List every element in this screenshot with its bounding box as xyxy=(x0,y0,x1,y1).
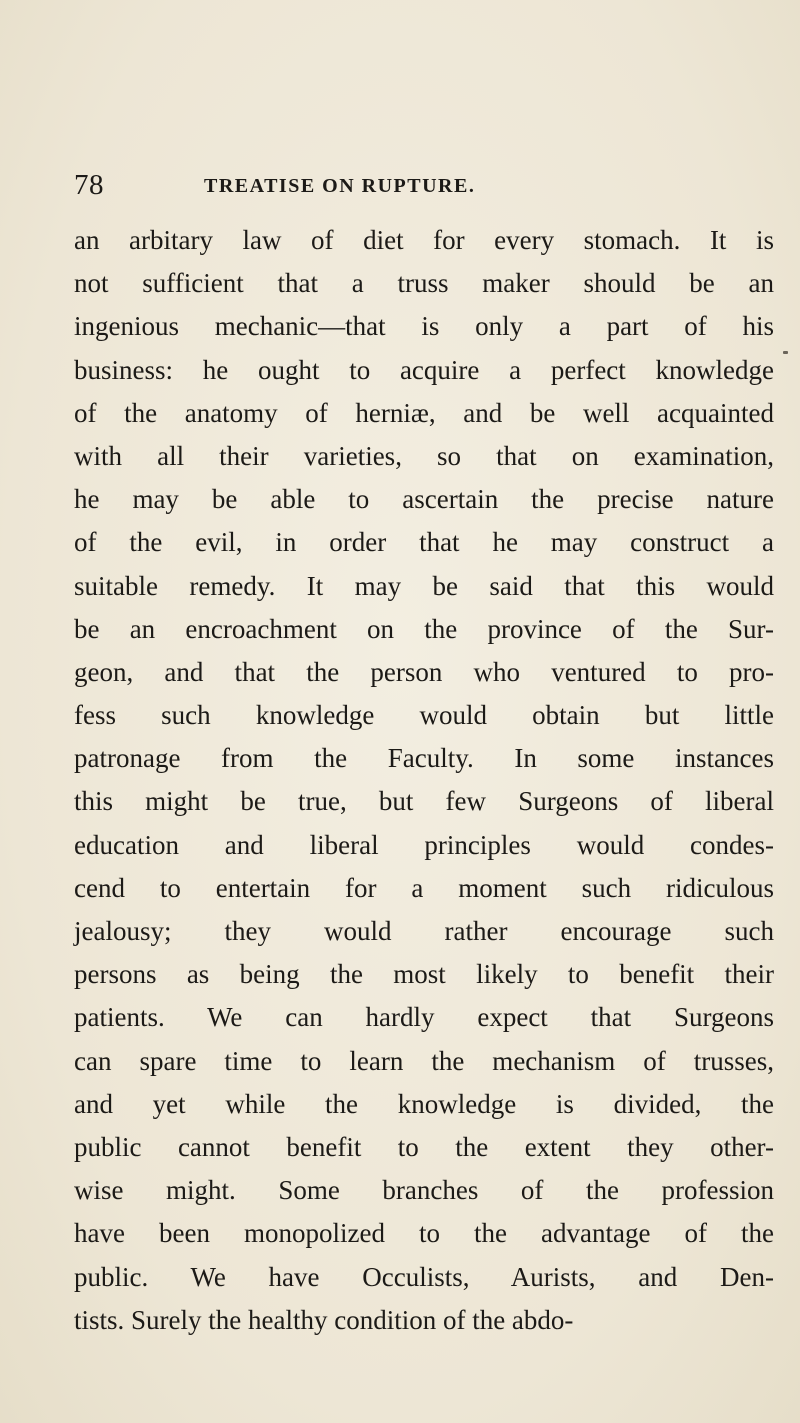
text-line: fess such knowledge would obtain but little xyxy=(74,700,774,731)
text-line: an arbitary law of diet for every stomach. It is xyxy=(74,225,774,255)
body-text xyxy=(74,219,774,1342)
text-line: tists. Surely the healthy condition of the abdo- xyxy=(74,1304,574,1335)
text-line: education and liberal principles would condes- xyxy=(74,829,774,860)
text-line: wise might. Some branches of the profession xyxy=(74,1175,774,1206)
page-number: 78 xyxy=(74,169,104,201)
text-line: he may be able to ascertain the precise nature xyxy=(74,484,774,515)
text-line: patients. We can hardly expect that Surgeons xyxy=(74,1002,774,1033)
text-line: have been monopolized to the advantage of the xyxy=(74,1218,774,1249)
stray-mark xyxy=(783,351,788,354)
page-header xyxy=(74,170,754,200)
text-line: persons as being the most likely to benefit their xyxy=(74,959,774,990)
text-line: ingenious mechanic—that is only a part of his xyxy=(74,311,774,342)
text-line: not sufficient that a truss maker should be an xyxy=(74,268,774,299)
running-head: TREATISE ON RUPTURE. xyxy=(204,175,476,197)
text-line: patronage from the Faculty. In some instances xyxy=(74,743,774,774)
text-line: of the evil, in order that he may construct a xyxy=(74,527,774,558)
text-line: with all their varieties, so that on examination, xyxy=(74,440,774,471)
text-line: suitable remedy. It may be said that this would xyxy=(74,570,774,601)
text-line: and yet while the knowledge is divided, the xyxy=(74,1088,774,1119)
text-line: can spare time to learn the mechanism of trusses, xyxy=(74,1045,774,1076)
text-line: of the anatomy of herniæ, and be well acquainted xyxy=(74,397,774,428)
text-line: business: he ought to acquire a perfect knowledge xyxy=(74,354,774,385)
text-line: cend to entertain for a moment such ridiculous xyxy=(74,872,774,903)
text-line: public. We have Occulists, Aurists, and Den- xyxy=(74,1261,774,1292)
text-line: this might be true, but few Surgeons of liberal xyxy=(74,786,774,817)
text-line: public cannot benefit to the extent they other- xyxy=(74,1131,774,1162)
text-line: geon, and that the person who ventured to pro- xyxy=(74,656,774,687)
text-line: be an encroachment on the province of the Sur- xyxy=(74,613,774,644)
text-line: jealousy; they would rather encourage such xyxy=(74,916,774,946)
